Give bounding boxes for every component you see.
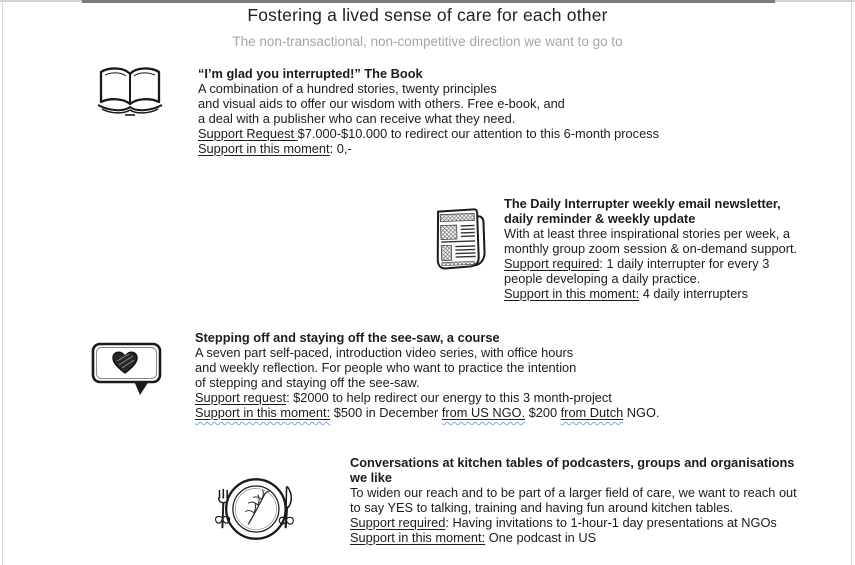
support-moment-line (350, 530, 797, 545)
support-request-text: : Having invitations to 1-hour-1 day presentations at NGOs (445, 515, 777, 530)
top-border-dark (82, 0, 775, 3)
support-request-line (198, 126, 659, 141)
support-moment-line (195, 405, 659, 420)
grammar-flagged-text: from US NGO. (441, 405, 526, 420)
section-newsletter (504, 196, 797, 301)
page-right-edge (851, 0, 852, 565)
body-line: of stepping and staying off the see-saw. (195, 375, 420, 390)
support-moment-text: NGO. (623, 405, 660, 420)
body-line: monthly group zoom session & on-demand support. (504, 241, 798, 256)
support-moment-label: Support in this moment (198, 141, 330, 156)
section-kitchen-tables (350, 455, 797, 545)
support-moment-text: : 0,- (329, 141, 352, 156)
support-request-label: Support required (350, 515, 446, 530)
place-setting-icon (208, 468, 300, 550)
support-request-label: Support request (195, 390, 287, 405)
support-moment-label: Support in this moment: (350, 530, 486, 545)
page-title: Fostering a lived sense of care for each other (247, 5, 608, 25)
section-title: daily reminder & weekly update (504, 211, 696, 226)
support-request-text: $7.000-$10.000 to redirect our attention to this 6-month process (297, 126, 659, 141)
support-moment-text: 4 daily interrupters (639, 286, 748, 301)
support-request-label: Support Request (198, 126, 298, 141)
support-request-line (350, 515, 797, 530)
support-request-line (195, 390, 659, 405)
open-book-icon (93, 63, 167, 121)
page-subtitle: The non-transactional, non-competitive direction we want to go to (232, 34, 623, 49)
body-line: and visual aids to offer our wisdom with others. Free e-book, and (198, 96, 565, 111)
support-moment-text: $500 in December (330, 405, 442, 420)
support-request-line (504, 256, 797, 271)
support-moment-label: Support in this moment: (195, 405, 331, 420)
support-request-text: : 1 daily interrupter for every 3 (599, 256, 770, 271)
support-request-wrap-line: people developing a daily practice. (504, 271, 701, 286)
section-seesaw-course (195, 330, 659, 420)
grammar-flagged-text: from Dutch (560, 405, 624, 420)
support-moment-text: One podcast in US (485, 530, 597, 545)
support-request-label: Support required (504, 256, 600, 271)
section-title: we like (350, 470, 392, 485)
support-moment-label: Support in this moment: (504, 286, 640, 301)
body-line: to say YES to talking, training and having fun around kitchen tables. (350, 500, 734, 515)
support-moment-text: $200 (525, 405, 561, 420)
support-moment-line (198, 141, 659, 156)
section-book (198, 66, 659, 156)
body-line: a deal with a publisher who can receive what they need. (198, 111, 516, 126)
section-title: Conversations at kitchen tables of podcasters, groups and organisations (350, 455, 795, 470)
body-line: To widen our reach and to be part of a larger field of care, we want to reach out (350, 485, 797, 500)
support-moment-line (504, 286, 797, 301)
section-title: “I’m glad you interrupted!” The Book (198, 66, 423, 81)
section-title: Stepping off and staying off the see-saw, a course (195, 330, 500, 345)
page-left-edge (2, 0, 3, 565)
speech-bubble-heart-icon (88, 338, 166, 396)
body-line: A combination of a hundred stories, twenty principles (198, 81, 497, 96)
body-line: A seven part self-paced, introduction video series, with office hours (195, 345, 574, 360)
section-title: The Daily Interrupter weekly email newsletter, (504, 196, 781, 211)
body-line: With at least three inspirational stories per week, a (504, 226, 790, 241)
newspaper-icon (429, 204, 489, 272)
support-request-text: : $2000 to help redirect our energy to this 3 month-project (286, 390, 612, 405)
body-line: and weekly reflection. For people who want to practice the intention (195, 360, 577, 375)
